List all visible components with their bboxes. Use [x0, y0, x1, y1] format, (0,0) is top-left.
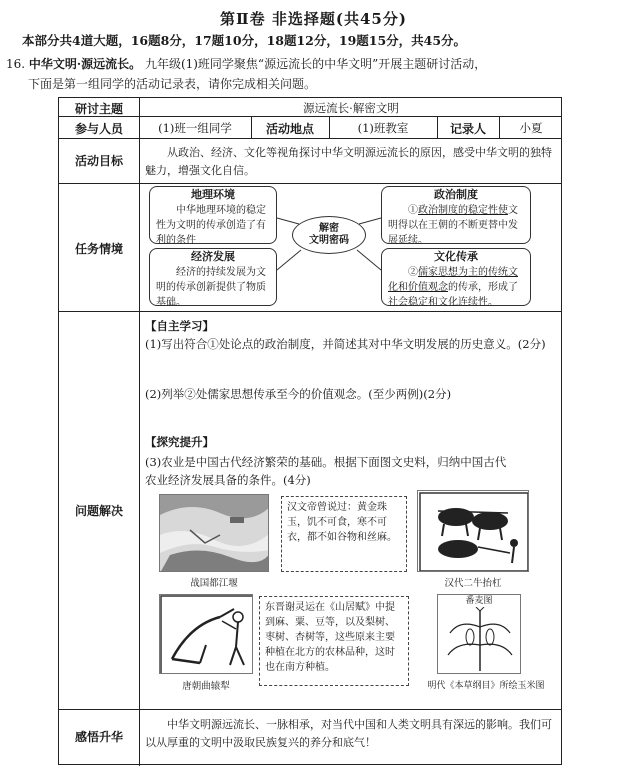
participants-value: (1)班一组同学: [158, 121, 232, 135]
topic-label: 研讨主题: [74, 102, 123, 116]
goal-label: 活动目标: [74, 154, 123, 168]
politics-rest: 文明得以在王朝的不断更替中发展延续。: [388, 205, 518, 246]
culture-text: [382, 265, 530, 310]
economy-text: 经济的持续发展为文明的传承创新提供了物质基础。: [156, 267, 266, 308]
location-value: (1)班教室: [357, 121, 409, 135]
geo-box: [149, 186, 277, 244]
corn-image-title: 番麦图: [465, 596, 493, 606]
culture-rest: 的传承，形成了社会稳定和文化连续性。: [388, 282, 518, 308]
question-intro-line1: [6, 55, 486, 72]
question-title: 中华文明·源远流长。: [28, 57, 142, 71]
section-title: 第Ⅱ卷 非选择题(共45分): [220, 10, 407, 28]
self-study-heading: 【自主学习】: [145, 319, 214, 333]
politics-underlined: 政治制度的稳定性使: [418, 205, 508, 216]
section-note: 本部分共4道大题，16题8分，17题10分，18题12分，19题15分，共45分。: [22, 33, 467, 48]
reflect-text: 中华文明源远流长、一脉相承，对当代中国和人类文明具有深远的影响。我们可以从厚重的文明中汲取民族复兴的养分和底气！: [145, 718, 552, 749]
row-divider: [59, 311, 561, 312]
caption-dujiangyan: 战国都江堰: [190, 578, 238, 589]
caption-corn: 明代《本草纲目》所绘玉米图: [427, 681, 545, 691]
reflect-label: 感悟升华: [74, 730, 123, 744]
politics-title: 政治制度: [434, 188, 478, 201]
center-line2: 文明密码: [309, 235, 349, 246]
participants-label: 参与人员: [74, 122, 123, 136]
question-3-line1: (3)农业是中国古代经济繁荣的基础。根据下面图文史料，归纳中国古代: [145, 455, 507, 469]
caption-plough: 唐朝曲辕犁: [182, 681, 230, 692]
dujiangyan-image: [159, 494, 269, 572]
question-3-line2: 农业经济发展具备的条件。(4分): [145, 473, 311, 487]
politics-marker: ①: [408, 205, 418, 216]
question-intro-text1: 九年级(1)班同学聚焦“源远流长的中华文明”开展主题研讨活动，: [144, 57, 487, 71]
curved-plough-image: [159, 594, 253, 674]
politics-text: [382, 203, 530, 248]
source-text-2: 东晋谢灵运在《山居赋》中提到麻、粟、豆等，以及梨树、枣树、杏树等，这些原来主要种植在北方的农林品种，这时也在南方种植。: [259, 596, 409, 686]
corn-illustration: [438, 607, 521, 673]
geo-title: 地理环境: [191, 188, 235, 201]
source-text-1: 汉文帝曾说过：黄金珠玉，饥不可食，寒不可衣，都不如谷物和丝麻。: [281, 496, 407, 572]
caption-ox: 汉代二牛抬杠: [444, 578, 502, 589]
question-number: 16.: [6, 57, 26, 71]
politics-box: [381, 186, 531, 244]
culture-title: 文化传承: [434, 250, 478, 263]
corn-image: [437, 594, 521, 674]
geo-text: 中华地理环境的稳定性为文明的传承创造了有利的条件: [156, 205, 266, 246]
topic-value: 源远流长·解密文明: [303, 101, 399, 115]
row-divider: [59, 709, 561, 710]
activity-record-table: [58, 97, 562, 765]
recorder-value: 小夏: [519, 121, 543, 135]
explore-heading: 【探究提升】: [145, 435, 214, 449]
question-intro-line2: 下面是第一组同学的活动记录表，请你完成相关问题。: [28, 77, 317, 91]
culture-underlined1: 儒家思想为主的传统: [418, 267, 508, 278]
question-1: (1)写出符合①处论点的政治制度，并简述其对中华文明发展的历史意义。(2分): [145, 337, 546, 351]
economy-box: [149, 248, 277, 306]
culture-underlined2: 文化和价值观念: [388, 267, 518, 293]
goal-text: 从政治、经济、文化等视角探讨中华文明源远流长的原因，感受中华文明的独特魅力，增强文化自信。: [145, 146, 552, 177]
ox-plough-illustration: [418, 491, 529, 572]
dujiangyan-illustration: [160, 495, 269, 572]
economy-title: 经济发展: [191, 250, 235, 263]
culture-box: [381, 248, 531, 306]
recorder-label: 记录人: [449, 122, 486, 136]
problem-label: 问题解决: [74, 504, 123, 518]
curved-plough-illustration: [160, 595, 253, 674]
center-oval: [292, 216, 366, 254]
question-2: (2)列举②处儒家思想传承至今的价值观念。(至少两例)(2分): [145, 387, 452, 401]
task-label: 任务情境: [74, 242, 123, 256]
ox-plough-image: [417, 490, 529, 572]
location-label: 活动地点: [265, 122, 314, 136]
center-line1: 解密: [319, 223, 339, 234]
culture-marker: ②: [408, 267, 418, 278]
